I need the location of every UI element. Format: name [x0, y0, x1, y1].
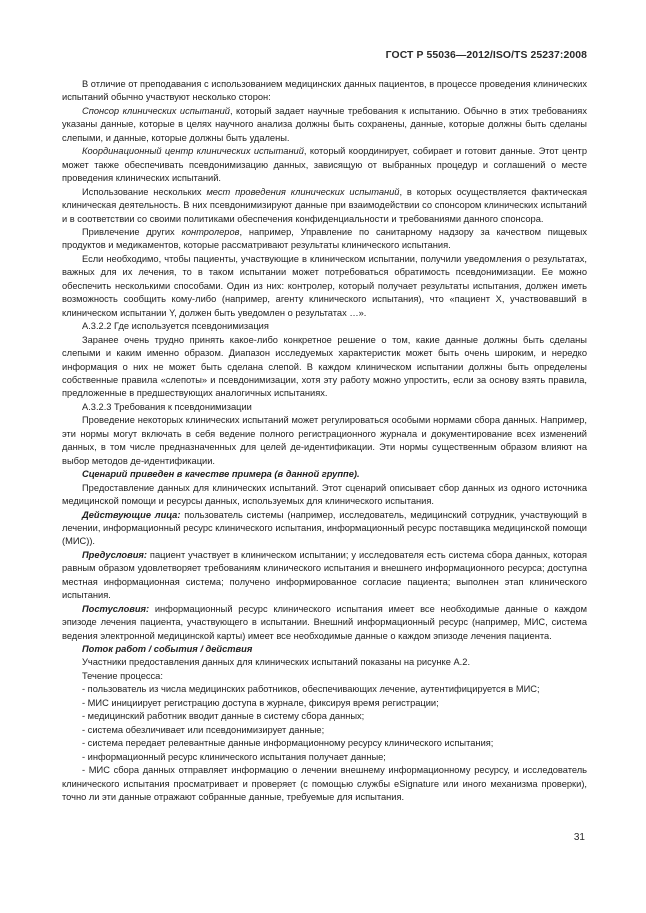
term-controllers: контролеров	[181, 226, 240, 237]
list-item: - система обезличивает или псевдонимизирует данные;	[82, 724, 325, 735]
term-trial-sites: мест проведения клинических испытаний	[206, 186, 400, 197]
paragraph-preconditions: Предусловия: пациент участвует в клиническом испытании; у исследователя есть система сбора данных, которая равным образом удовлетворяет требованиям клинического испытания и внешнего информационного ресурса; доступна местная информационная система; получено информированное согласие пациента; выполнен этап клинического испытания.	[62, 549, 587, 601]
paragraph-reversibility: Если необходимо, чтобы пациенты, участвующие в клиническом испытании, получили уведомления о результатах, важных для их лечения, то в таком испытании может потребоваться обратимость псевдонимизации. Ее можно обеспечить несколькими способами. Один из них: контролер, который получает результаты испытания, должен иметь возможность сообщить кому-либо (например, агенту клинического испытания), что «пациент X, участвовавший в клиническом испытании Y, должен быть уведомлен о результатах …».	[62, 253, 587, 318]
section-heading-a3-2-2: А.3.2.2 Где используется псевдонимизация	[82, 321, 269, 332]
paragraph-actors: Действующие лица: пользователь системы (например, исследователь, медицинский сотрудник, участвующий в лечении, информационный ресурс клинического испытания, информационный ресурс поставщика медицинской помощи (МИС)).	[62, 509, 587, 547]
paragraph-scenario: Предоставление данных для клинических испытаний. Этот сценарий описывает сбор данных из одного источника медицинской помощи и ресурсы данных, используемых для клинического испытания.	[62, 482, 587, 507]
section-heading-a3-2-3: А.3.2.3 Требования к псевдонимизации	[82, 401, 252, 412]
label-postconditions: Постусловия:	[82, 603, 150, 614]
label-preconditions: Предусловия:	[82, 549, 147, 560]
term-sponsor: Спонсор клинических испытаний	[82, 105, 230, 116]
paragraph-postconditions: Постусловия: информационный ресурс клинического испытания имеет все необходимые данные о каждом эпизоде лечения пациента, участвующего в испытании. Внешний информационный ресурс (например, МИС, система ведения электронной медицинской карты) имеет все необходимые данные о каждом эпизоде лечения пациента.	[62, 603, 587, 641]
term-coordination-center: Координационный центр клинических испытаний	[82, 146, 304, 157]
paragraph-intro: В отличие от преподавания с использованием медицинских данных пациентов, в процессе проведения клинических испытаний обычно участвуют несколько сторон:	[62, 79, 587, 103]
list-item: - пользователь из числа медицинских работников, обеспечивающих лечение, аутентифицируется в МИС;	[82, 684, 540, 695]
workflow-heading: Поток работ / события / действия	[82, 644, 253, 655]
paragraph-coordination-center: Координационный центр клинических испытаний, который координирует, собирает и готовит данные. Этот центр может также обеспечивать псевдонимизацию данных, зависящую от выбранных процедур и соглашений о месте проведения клинических испытаний.	[62, 146, 587, 184]
list-item: - МИС сбора данных отправляет информацию о лечении внешнему информационному ресурсу, и исследователь клинического испытания просматривает и проверяет (с помощью службы eSignature или иного механизма проверки), точно ли эти данные отражают собранные данные, требуемые для испытания.	[62, 765, 587, 803]
scenario-heading: Сценарий приведен в качестве примера (в данной группе).	[82, 469, 360, 480]
paragraph-participants: Участники предоставления данных для клинических испытаний показаны на рисунке А.2.	[82, 657, 471, 668]
page-number: 31	[573, 832, 585, 843]
standard-header: ГОСТ Р 55036—2012/ISO/TS 25237:2008	[385, 50, 587, 61]
paragraph-sponsor: Спонсор клинических испытаний, который задает научные требования к испытанию. Обычно в этих требованиях указаны данные, которые в целях научного анализа должны быть сохранены, данные, которые должны быть сделаны слепыми, и данные, которые должны быть удалены.	[62, 105, 587, 143]
paragraph-controllers: Привлечение других контролеров, например, Управление по санитарному надзору за качеством пищевых продуктов и медикаментов, которые рассматривают результаты клинического испытания.	[62, 226, 588, 251]
paragraph-trial-sites: Использование нескольких мест проведения клинических испытаний, в которых осуществляется фактическая клиническая деятельность. В них псевдонимизируют данные при взаимодействии со спонсором клинических испытаний и в соответствии со своими политиками обеспечения конфиденциальности и требованиями данного спонсора.	[62, 186, 587, 224]
paragraph-process-intro: Течение процесса:	[82, 670, 163, 681]
list-item: - информационный ресурс клинического испытания получает данные;	[82, 751, 386, 762]
paragraph-where-used: Заранее очень трудно принять какое-либо конкретное решение о том, какие данные должны быть сделаны слепыми и каким именно образом. Диапазон исследуемых характеристик может быть очень широким, и нередко информация о них не может быть сделана слепой. В каждом клиническом испытании должны быть определены собственные правила «слепоты» и псевдонимизации, хотя эту работу можно упростить, если за основу взять правила, предложенные в предшествующих аналогичных испытаниях.	[62, 334, 587, 399]
paragraph-requirements: Проведение некоторых клинических испытаний может регулироваться особыми нормами сбора данных. Например, эти нормы могут включать в себя ведение полного регистрационного журнала и документирование всех изменений данных, в том числе предназначенных для целей де-идентификации. Эти нормы существенным образом влияют на выбор методов де-идентификации.	[62, 415, 587, 466]
label-actors: Действующие лица:	[82, 509, 181, 520]
list-item: - медицинский работник вводит данные в систему сбора данных;	[82, 711, 365, 722]
document-body	[62, 78, 587, 804]
list-item: - МИС инициирует регистрацию доступа в журнале, фиксируя время регистрации;	[82, 697, 439, 708]
list-item: - система передает релевантные данные информационному ресурсу клинического испытания;	[82, 738, 494, 749]
